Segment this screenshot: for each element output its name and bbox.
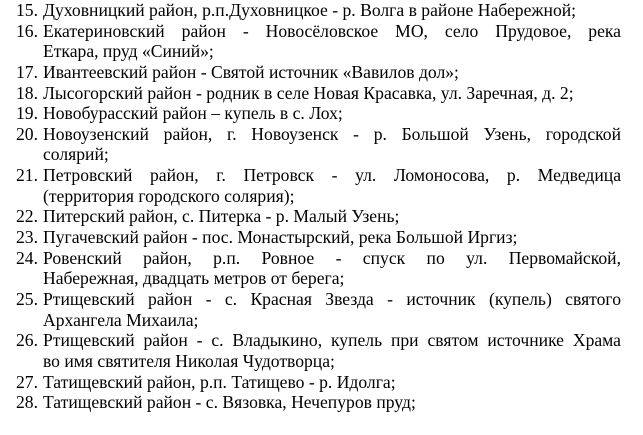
item-text-continued: во имя святителя Николая Чудотворца;: [43, 350, 335, 371]
list-item-17: [0, 62, 643, 83]
item-number: 24.: [16, 247, 38, 268]
item-number: 16.: [16, 20, 38, 41]
item-text: Лысогорский район - родник в селе Новая Красавка, ул. Заречная, д. 2;: [43, 82, 574, 103]
list-item-28: [0, 392, 643, 413]
item-number: 22.: [16, 206, 38, 227]
item-text-continued: (территория городского солярия);: [43, 185, 295, 206]
list-item-23: [0, 227, 643, 248]
item-text: Татищевский район - с. Вязовка, Нечепуров пруд;: [43, 392, 416, 413]
list-item-21: [0, 165, 643, 206]
item-number: 18.: [16, 82, 38, 103]
item-text: Новоузенский район, г. Новоузенск - р. Большой Узень, городской: [43, 123, 621, 144]
item-text: Ивантеевский район - Святой источник «Вавилов дол»;: [43, 61, 459, 82]
item-text: Новобурасский район – купель в с. Лох;: [43, 103, 343, 124]
item-number: 19.: [16, 103, 38, 124]
list-item-19: [0, 103, 643, 124]
item-number: 23.: [16, 227, 38, 248]
list-item-20: [0, 124, 643, 165]
item-number: 26.: [16, 330, 38, 351]
list-item-16: [0, 21, 643, 62]
item-number: 25.: [16, 288, 38, 309]
item-number: 21.: [16, 165, 38, 186]
item-text: Ртищевский район - с. Красная Звезда - источник (купель) святого: [43, 288, 621, 309]
list-item-15: [0, 0, 643, 21]
list-item-27: [0, 372, 643, 393]
item-text: Духовницкий район, р.п.Духовницкое - р. Волга в районе Набережной;: [43, 0, 577, 20]
item-number: 15.: [16, 0, 38, 20]
item-text-continued: Набережная, двадцать метров от берега;: [43, 268, 345, 289]
item-text-continued: Еткара, пруд «Синий»;: [43, 41, 214, 62]
item-text: Ртищевский район - с. Владыкино, купель при святом источнике Храма: [43, 330, 621, 351]
item-text: Питерский район, с. Питерка - р. Малый Узень;: [43, 206, 400, 227]
item-number: 17.: [16, 61, 38, 82]
list-item-18: [0, 83, 643, 104]
list-item-26: [0, 330, 643, 371]
item-text: Ровенский район, р.п. Ровное - спуск по ул. Первомайской,: [43, 247, 621, 268]
item-text: Екатериновский район - Новосёловское МО, село Прудовое, река: [43, 20, 621, 41]
list-item-25: [0, 289, 643, 330]
item-number: 27.: [16, 371, 38, 392]
list-item-24: [0, 248, 643, 289]
item-text: Татищевский район, р.п. Татищево - р. Идолга;: [43, 371, 396, 392]
item-text: Петровский район, г. Петровск - ул. Ломоносова, р. Медведица: [43, 165, 621, 186]
item-number: 28.: [16, 392, 38, 413]
item-text: Пугачевский район - пос. Монастырский, река Большой Иргиз;: [43, 227, 518, 248]
item-text-continued: солярий;: [43, 144, 109, 165]
list-item-22: [0, 206, 643, 227]
item-number: 20.: [16, 123, 38, 144]
item-text-continued: Архангела Михаила;: [43, 309, 199, 330]
